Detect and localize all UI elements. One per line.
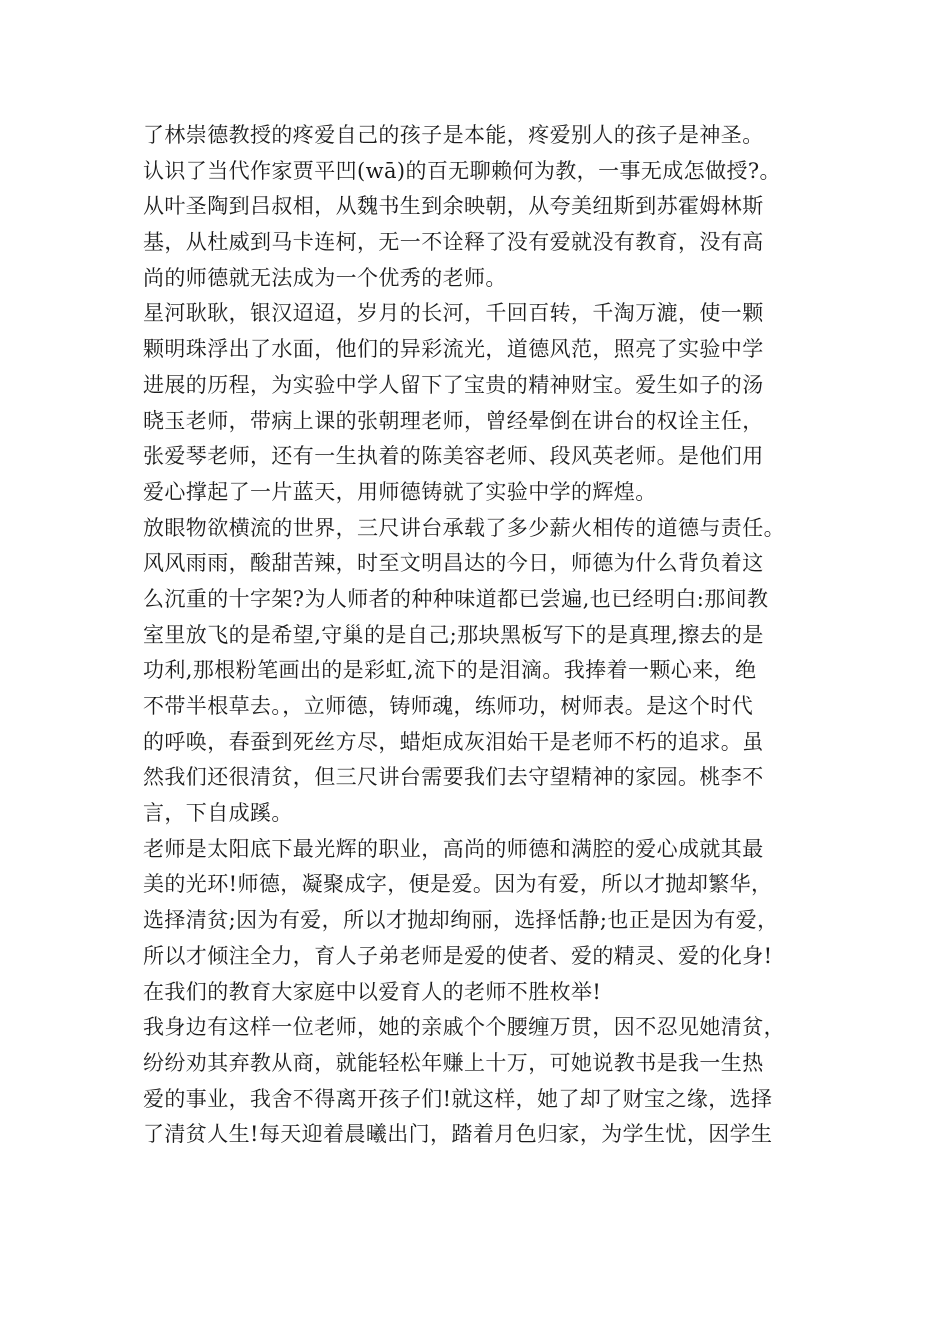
text-line: 言，下自成蹊。 xyxy=(143,801,293,826)
text-line: 颗明珠浮出了水面，他们的异彩流光，道德风范，照亮了实验中学 xyxy=(143,337,764,362)
text-line: 基，从杜威到马卡连柯，无一不诠释了没有爱就没有教育，没有高 xyxy=(143,230,764,255)
text-line: 放眼物欲横流的世界，三尺讲台承载了多少薪火相传的道德与责任。 xyxy=(143,515,785,540)
text-line: 了林崇德教授的疼爱自己的孩子是本能，疼爱别人的孩子是神圣。 xyxy=(143,123,764,147)
text-line: 了清贫人生!每天迎着晨曦出门，踏着月色归家，为学生忧，因学生 xyxy=(143,1122,773,1147)
text-line: 功利,那根粉笔画出的是彩虹,流下的是泪滴。我捧着一颗心来，绝 xyxy=(143,658,757,683)
text-line: 爱的事业，我舍不得离开孩子们!就这样，她了却了财宝之缘，选择 xyxy=(143,1086,773,1111)
body-text xyxy=(143,118,843,1153)
text-line: 尚的师德就无法成为一个优秀的老师。 xyxy=(143,265,507,290)
text-line: 室里放飞的是希望,守巢的是自己;那块黑板写下的是真理,擦去的是 xyxy=(143,622,764,647)
text-line: 在我们的教育大家庭中以爱育人的老师不胜枚举! xyxy=(143,979,602,1004)
text-line: 星河耿耿，银汉迢迢，岁月的长河，千回百转，千淘万漉，使一颗 xyxy=(143,301,764,326)
text-line: 老师是太阳底下最光辉的职业，高尚的师德和满腔的爱心成就其最 xyxy=(143,836,764,861)
text-line: 的呼唤，春蚕到死丝方尽，蜡炬成灰泪始干是老师不朽的追求。虽 xyxy=(143,729,764,754)
text-line: 美的光环!师德，凝聚成字，便是爱。因为有爱，所以才抛却繁华， xyxy=(143,872,773,897)
text-line: 进展的历程，为实验中学人留下了宝贵的精神财宝。爱生如子的汤 xyxy=(143,372,764,397)
text-line: 张爱琴老师，还有一生执着的陈美容老师、段风英老师。是他们用 xyxy=(143,444,764,469)
text-line: 我身边有这样一位老师，她的亲戚个个腰缠万贯，因不忍见她清贫， xyxy=(143,1015,785,1040)
text-line: 选择清贫;因为有爱，所以才抛却绚丽，选择恬静;也正是因为有爱， xyxy=(143,908,779,933)
text-line: 纷纷劝其弃教从商，就能轻松年赚上十万，可她说教书是我一生热 xyxy=(143,1050,764,1075)
text-line: 不带半根草去。，立师德，铸师魂，练师功，树师表。是这个时代 xyxy=(143,694,754,718)
text-line: 爱心撑起了一片蓝天，用师德铸就了实验中学的辉煌。 xyxy=(143,479,657,504)
text-line: 风风雨雨，酸甜苦辣，时至文明昌达的今日，师德为什么背负着这 xyxy=(143,551,764,576)
text-line: 从叶圣陶到吕叔相，从魏书生到余映朝，从夸美纽斯到苏霍姆林斯 xyxy=(143,194,764,219)
text-line: 晓玉老师，带病上课的张朝理老师，曾经晕倒在讲台的权诠主任， xyxy=(143,408,764,433)
text-line: 认识了当代作家贾平凹(wā)的百无聊赖何为教，一事无成怎做授?。 xyxy=(143,158,781,183)
text-line: 么沉重的十字架?为人师者的种种味道都已尝遍,也已经明白:那间教 xyxy=(143,586,769,611)
text-line: 所以才倾注全力，育人子弟老师是爱的使者、爱的精灵、爱的化身! xyxy=(143,943,773,968)
text-line: 然我们还很清贫，但三尺讲台需要我们去守望精神的家园。桃李不 xyxy=(143,765,764,790)
